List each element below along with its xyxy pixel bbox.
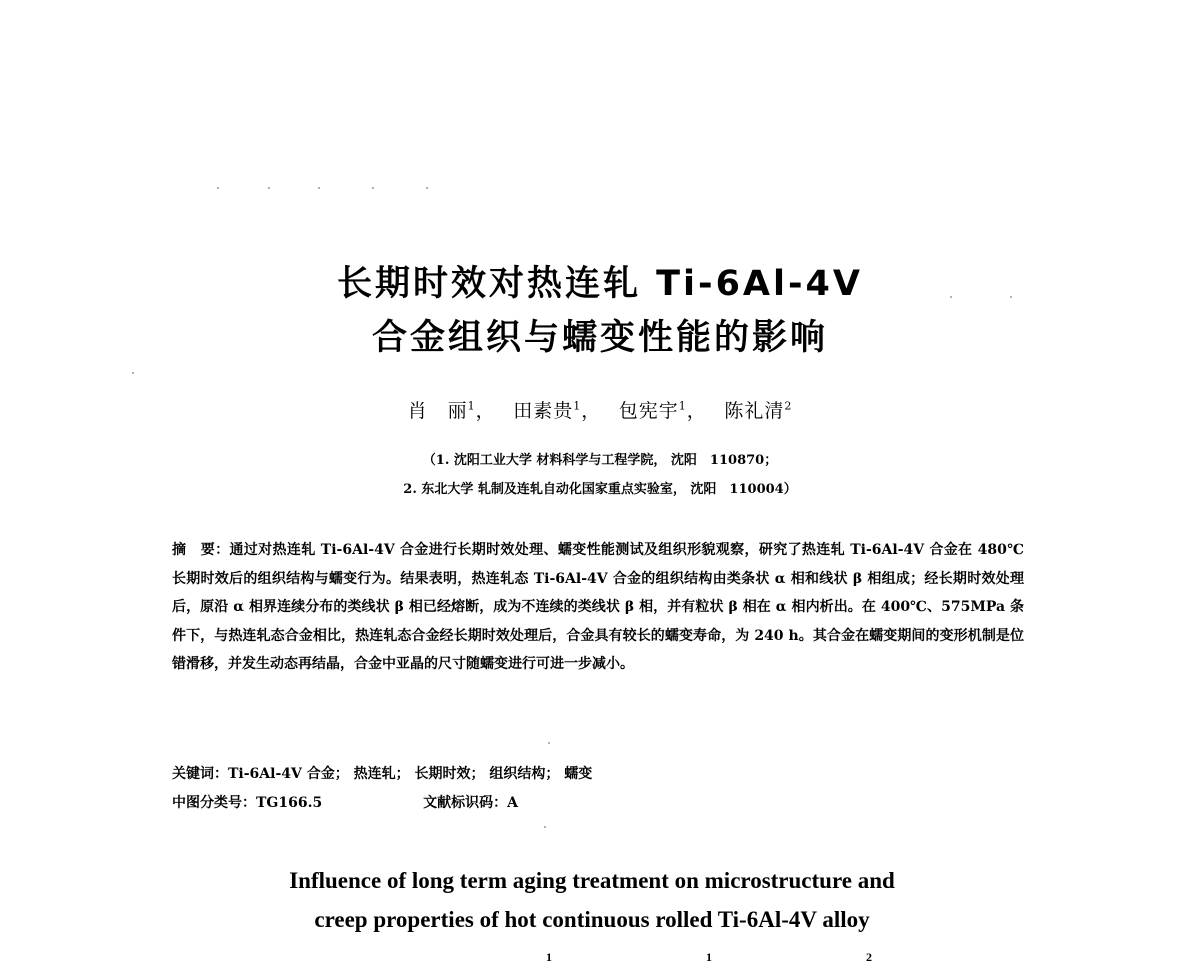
paper-title-line-1: 长期时效对热连轧 Ti-6Al-4V (337, 264, 863, 304)
clc-label: 中图分类号： (172, 795, 256, 811)
author-affiliation-mark: 2 (784, 399, 793, 413)
abstract-label: 摘 要： (172, 542, 230, 558)
english-title-line-2: creep properties of hot continuous rolled Ti-6Al-4V alloy (314, 907, 870, 932)
en-author-affiliation-mark: 1 (546, 950, 552, 964)
keywords-text: Ti-6Al-4V 合金； 热连轧； 长期时效； 组织结构； 蠕变 (228, 766, 593, 782)
scan-speck (268, 187, 270, 189)
author-affiliation-mark: 1 (573, 399, 582, 413)
author-affiliation-mark: 1 (678, 399, 687, 413)
keywords-label: 关键词： (172, 766, 228, 782)
classification (172, 792, 518, 812)
author-separator: ， (475, 400, 507, 422)
keywords (172, 763, 592, 783)
en-author-affiliation-mark: 2 (866, 950, 872, 964)
abstract (172, 536, 1024, 679)
author-affiliation-mark: 1 (467, 399, 476, 413)
affiliation-line-2: 2. 东北大学 轧制及连轧自动化国家重点实验室， 沈阳 110004） (403, 482, 797, 497)
scan-speck (548, 742, 550, 744)
affiliation-line-1: （1. 沈阳工业大学 材料科学与工程学院， 沈阳 110870； (422, 453, 778, 468)
author-name: 田素贵 (513, 400, 574, 422)
abstract-text: 通过对热连轧 Ti-6Al-4V 合金进行长期时效处理、蠕变性能测试及组织形貌观察，研究了热连轧 Ti-6Al-4V 合金在 480℃ 长期时效后的组织结构与蠕变行为。结果表明，热连轧态 Ti-6Al-4V 合金的组织结构由类条状 α 相和线状 β 相组成；经长期时效处理后，原沿 α 相界连续分布的类线状 β 相已经熔断，成为不连续的类线状 β 相，并有粒状 β 相在 α 相内析出。在 400℃、575MPa 条件下，与热连轧态合金相比，热连轧态合金经长期时效处理后，合金具有较长的蠕变寿命，为 240 h。其合金在蠕变期间的变形机制是位错滑移，并发生动态再结晶，合金中亚晶的尺寸随蠕变进行可进一步减小。 (172, 542, 1025, 672)
scan-speck (372, 187, 374, 189)
english-title-line-1: Influence of long term aging treatment on microstructure and (289, 868, 895, 893)
scan-speck (217, 187, 219, 189)
scan-speck (132, 372, 134, 374)
scan-speck (426, 187, 428, 189)
en-author-affiliation-mark: 1 (706, 950, 712, 964)
author-separator: ， (581, 400, 612, 422)
author-name: 陈礼清 (724, 400, 785, 422)
author-name: 包宪宇 (618, 400, 679, 422)
paper-title-line-2: 合金组织与蠕变性能的影响 (371, 318, 828, 358)
clc-value: TG166.5 (256, 795, 323, 811)
doc-code-value: A (507, 795, 518, 811)
scan-speck (544, 826, 546, 828)
author-list (0, 396, 1200, 423)
scan-speck (318, 187, 320, 189)
author-separator: ， (686, 400, 718, 422)
doc-code-label: 文献标识码： (423, 795, 508, 811)
author-name: 肖 丽 (407, 400, 468, 422)
